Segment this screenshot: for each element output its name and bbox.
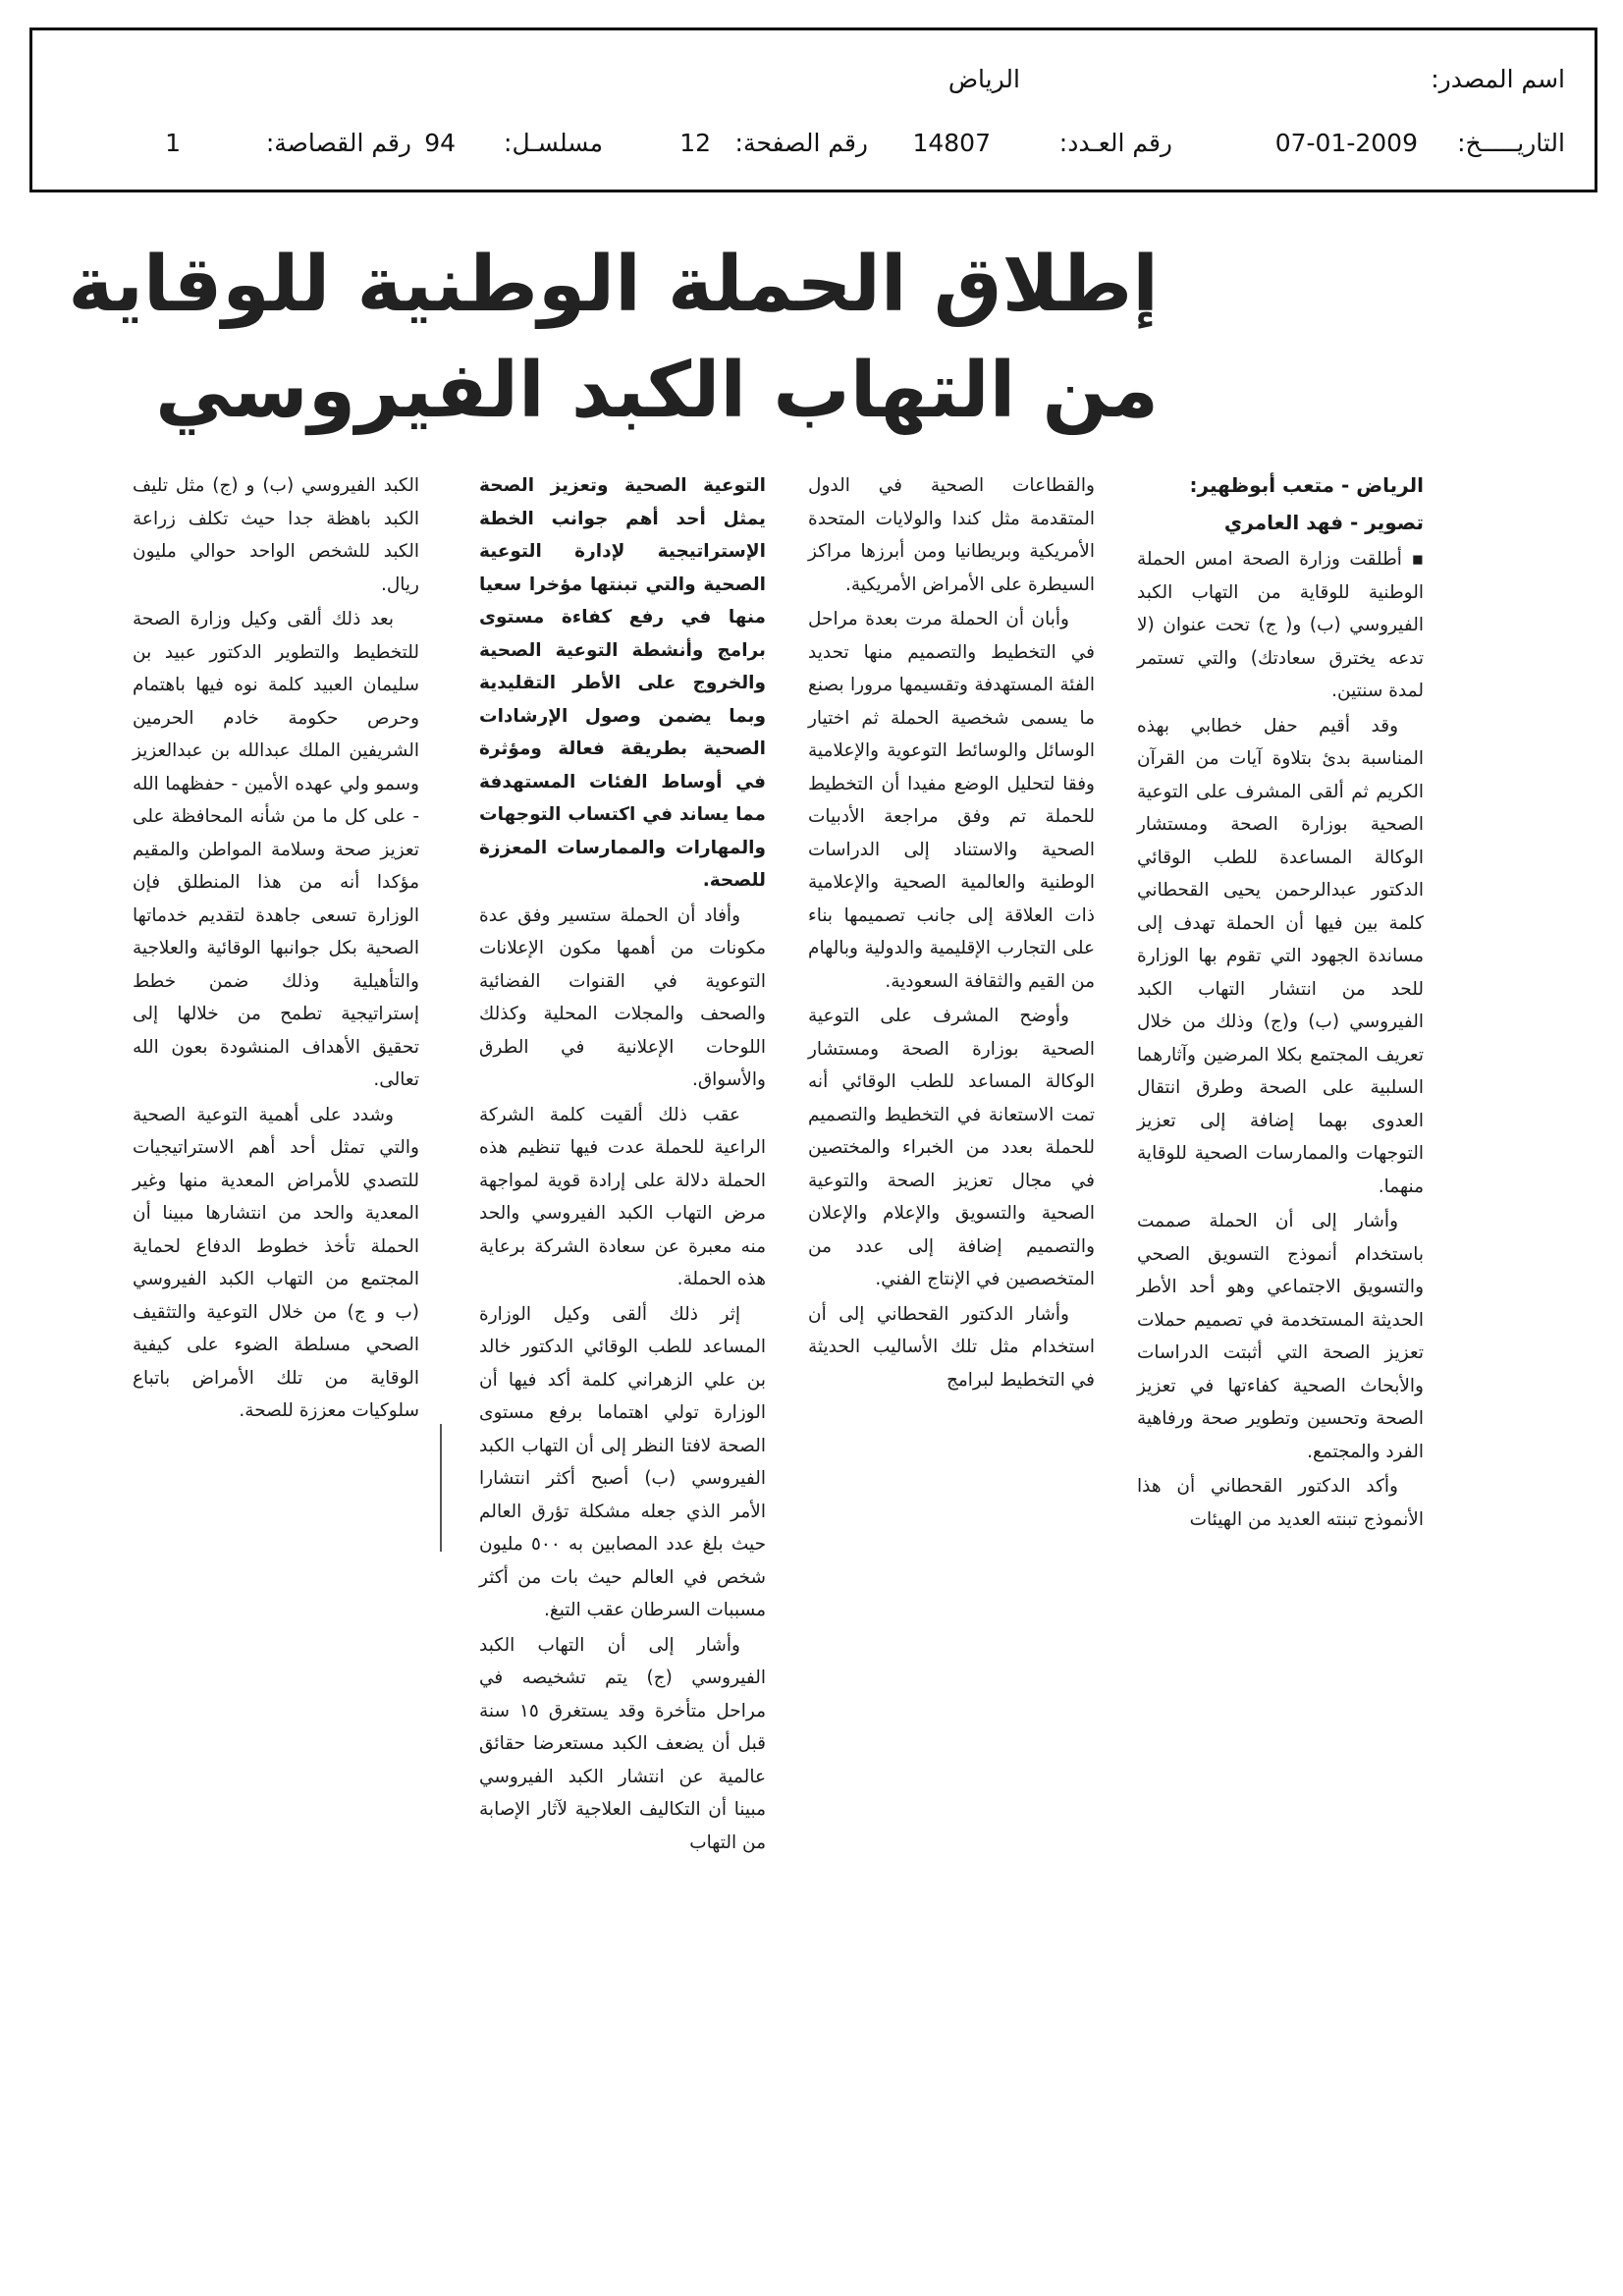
paragraph: ▪ أطلقت وزارة الصحة امس الحملة الوطنية للوقاية من التهاب الكبد الفيروسي (ب) و( ج) تحت عنوان (لا تدعه يخترق سعادتك) والتي تستمر لمدة سنتين.	[1137, 549, 1424, 701]
paragraph: وأوضح المشرف على التوعية الصحية بوزارة الصحة ومستشار الوكالة المساعد للطب الوقائي أنه تمت الاستعانة في التخطيط والتصميم للحملة بعدد من الخبراء والمختصين في مجال تعزيز الصحة والتوعية الصحية والتسويق والإعلام والإعلان والتصميم إضافة إلى عدد من المتخصصين في الإنتاج الفني.	[808, 1006, 1095, 1289]
serial-value: 94	[424, 129, 456, 157]
paragraph: إثر ذلك ألقى وكيل الوزارة المساعد للطب الوقائي الدكتور خالد بن علي الزهراني كلمة أكد فيها أن الوزارة تولي اهتماما برفع مستوى الصحة لافتا النظر إلى أن التهاب الكبد الفيروسي (ب) أصبح أكثر انتشارا الأمر الذي جعله مشكلة تؤرق العالم حيث بلغ عدد المصابين به ٥٠٠ مليون شخص في العالم حيث بات من أكثر مسببات السرطان عقب التبغ.	[479, 1303, 767, 1620]
source-info-box	[29, 27, 1597, 192]
serial-label: مسلسـل:	[504, 129, 603, 157]
byline-reporter: الرياض - متعب أبوظهير:	[1189, 473, 1424, 497]
paragraph: وأشار الدكتور القحطاني إلى أن استخدام مثل تلك الأساليب الحديثة في التخطيط لبرامج	[808, 1303, 1095, 1391]
page-value: 12	[679, 129, 711, 157]
source-label: اسم المصدر:	[1431, 65, 1565, 93]
paragraph: والقطاعات الصحية في الدول المتقدمة مثل كندا والولايات المتحدة الأمريكية وبريطانيا ومن أبرزها مراكز السيطرة على الأمراض الأمريكية.	[808, 475, 1095, 595]
header-row-source	[32, 60, 1595, 99]
paragraph: وأكد الدكتور القحطاني أن هذا الأنموذج تبنته العديد من الهيئات	[1137, 1476, 1424, 1530]
source-value: الرياض	[947, 65, 1020, 93]
headline-line-2: من التهاب الكبد الفيروسي	[155, 347, 1159, 435]
paragraph: وقد أقيم حفل خطابي بهذه المناسبة بدئ بتلاوة آيات من القرآن الكريم ثم ألقى المشرف على التوعية الصحية بوزارة الصحة ومستشار الوكالة المساعدة للطب الوقائي الدكتور عبدالرحمن يحيى القحطاني كلمة بين فيها أن الحملة تهدف إلى مساندة الجهود التي تقوم بها الوزارة للحد من انتشار التهاب الكبد الفيروسي (ب) و(ج) وذلك من خلال تعريف المجتمع بكلا المرضين وآثارهما السلبية على الصحة وطرق انتقال العدوى بهما إضافة إلى تعزيز التوجهات والممارسات الصحية للوقاية منهما.	[1137, 715, 1424, 1197]
headline-line-1: إطلاق الحملة الوطنية للوقاية	[68, 241, 1159, 329]
article-column-3	[479, 469, 766, 1861]
article-column-2	[808, 469, 1095, 1398]
paragraph: وأشار إلى أن الحملة صممت باستخدام أنموذج التسويق الصحي والتسويق الاجتماعي وهو أحد الأطر الحديثة المستخدمة في تصميم حملات تعزيز الصحة التي أثبتت الدراسات والأبحاث الصحية كفاءتها في تعزيز الصحة وتحسين وتطوير صحة ورفاهية الفرد والمجتمع.	[1137, 1211, 1424, 1462]
paragraph: وأشار إلى أن التهاب الكبد الفيروسي (ج) يتم تشخيصه في مراحل متأخرة وقد يستغرق ١٥ سنة قبل أن يضعف الكبد مستعرضا حقائق عالمية عن انتشار الكبد الفيروسي مبينا أن التكاليف العلاجية لآثار الإصابة من التهاب	[479, 1634, 766, 1853]
article-column-4	[133, 469, 419, 1430]
page-label: رقم الصفحة:	[734, 129, 868, 157]
paragraph: عقب ذلك ألقيت كلمة الشركة الراعية للحملة عدت فيها تنظيم هذه الحملة دلالة على إرادة قوية لمواجهة مرض التهاب الكبد الفيروسي والحد منه معبرة عن سعادة الشركة برعاية هذه الحملة.	[479, 1104, 766, 1289]
byline-photographer: تصوير - فهد العامري	[1223, 510, 1424, 534]
paragraph: وأبان أن الحملة مرت بعدة مراحل في التخطيط والتصميم منها تحديد الفئة المستهدفة وتقسيمها مرورا بصنع ما يسمى شخصية الحملة ثم اختيار الوسائل والوسائط التوعوية والإعلامية وفقا لتحليل الوضع مفيدا أن التخطيط للحملة تم وفق مراجعة الأدبيات الصحية والاستناد إلى الدراسات الوطنية والعالمية الصحية والإعلامية ذات العلاقة إلى جانب تصميمها بناء على التجارب الإقليمية والدولية وبالهام من القيم والثقافة السعودية.	[808, 609, 1095, 992]
paragraph: وأفاد أن الحملة ستسير وفق عدة مكونات من أهمها مكون الإعلانات التوعوية في القنوات الفضائية والصحف والمجلات المحلية وكذلك اللوحات الإعلانية في الطرق والأسواق.	[479, 904, 766, 1090]
date-label: التاريـــــخ:	[1457, 129, 1565, 157]
header-row-details	[32, 124, 1595, 183]
issue-value: 14807	[912, 129, 991, 157]
date-value: 07-01-2009	[1274, 129, 1418, 157]
clipping-label: رقم القصاصة:	[265, 129, 411, 157]
paragraph: بعد ذلك ألقى وكيل وزارة الصحة للتخطيط والتطوير الدكتور عبيد بن سليمان العبيد كلمة نوه فيها باهتمام وحرص حكومة خادم الحرمين الشريفين الملك عبدالله بن عبدالعزيز وسمو ولي عهده الأمين - حفظهما الله - على كل ما من شأنه المحافظة على تعزيز صحة وسلامة المواطن والمقيم مؤكدا أنه من هذا المنطلق فإن الوزارة تسعى جاهدة لتقديم خدماتها الصحية بكل جوانبها الوقائية والعلاجية والتأهيلية وذلك ضمن خطط إستراتيجية تطمح من خلالها إلى تحقيق الأهداف المنشودة بعون الله تعالى.	[133, 609, 419, 1090]
issue-label: رقم العـدد:	[1058, 129, 1172, 157]
paragraph: الكبد الفيروسي (ب) و (ج) مثل تليف الكبد باهظة جدا حيث تكلف زراعة الكبد للشخص الواحد حوالي مليون ريال.	[133, 475, 419, 595]
paragraph: التوعية الصحية وتعزيز الصحة يمثل أحد أهم جوانب الخطة الإستراتيجية لإدارة التوعية الصحية والتي تبنتها مؤخرا سعيا منها في رفع كفاءة مستوى برامج وأنشطة التوعية الصحية والخروج على الأطر التقليدية وبما يضمن وصول الإرشادات الصحية بطريقة فعالة ومؤثرة في أوساط الفئات المستهدفة مما يساند في اكتساب التوجهات والمهارات والممارسات المعززة للصحة.	[479, 475, 766, 891]
clipping-value: 1	[165, 129, 181, 157]
paragraph: وشدد على أهمية التوعية الصحية والتي تمثل أحد أهم الاستراتيجيات للتصدي للأمراض المعدية منها وغير المعدية والحد من انتشارها مبينا أن الحملة تأخذ خطوط الدفاع لحماية المجتمع من التهاب الكبد الفيروسي (ب و ج) من خلال التوعية والتثقيف الصحي مسلطة الضوء على كيفية الوقاية من تلك الأمراض باتباع سلوكيات معززة للصحة.	[133, 1104, 419, 1421]
article-column-1	[1137, 469, 1424, 1538]
column-divider	[440, 1424, 442, 1552]
article-headline	[68, 232, 1159, 444]
